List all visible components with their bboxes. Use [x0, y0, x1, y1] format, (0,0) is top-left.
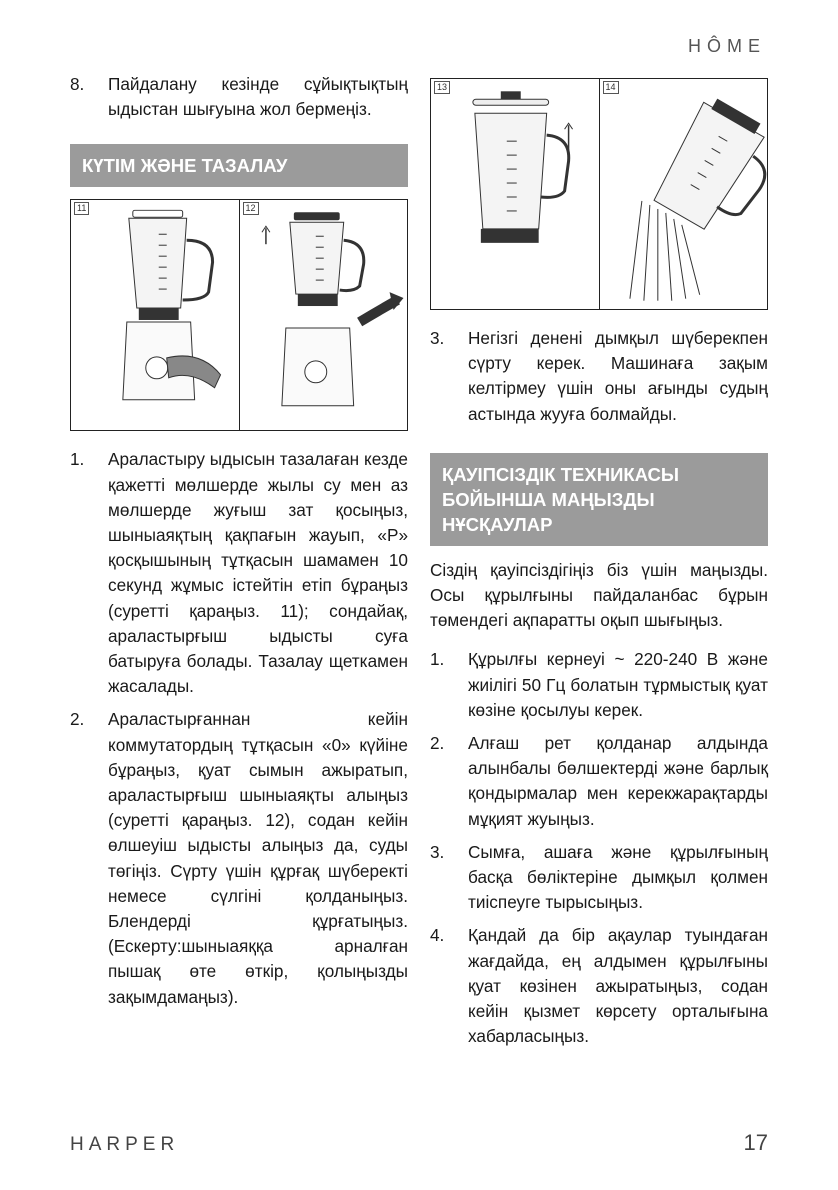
safety-intro: Сіздің қауіпсіздігіңіз біз үшін маңызды. Осы құрылғыны пайдаланбас бұрын төмендегі ақпаратты оқып шығыңыз.: [430, 559, 768, 631]
list-number: 8.: [70, 74, 85, 94]
figure-14: [600, 79, 768, 309]
list-text: Пайдалану кезінде сұйықтықтың ыдыстан шығуына жол бермеңіз.: [108, 74, 408, 120]
list-number: 3.: [430, 841, 445, 862]
figure-number: 11: [74, 202, 89, 215]
figure-number: 14: [603, 81, 619, 94]
blender-dial-illustration: [71, 200, 239, 430]
safety-heading: ҚАУІПСІЗДІК ТЕХНИКАСЫ БОЙЫНША МАҢЫЗДЫ НҰСҚАУЛАР: [430, 453, 768, 546]
brand-logo-home: HÔME: [688, 36, 766, 56]
care-list-continued: [430, 326, 768, 427]
list-text: Құрылғы кернеуі ~ 220-240 В және жиілігі 50 Гц болатын тұрмыстық қуат көзіне қосылуы керек.: [468, 649, 768, 720]
list-item: [430, 647, 768, 723]
brand-logo-harper: HARPER: [70, 1134, 180, 1155]
list-text: Араластырғаннан кейін коммутатордың тұтқасын «0» күйіне бұраңыз, қуат сымын ажыратып, араластырғыш шыныаяқты алыңыз (суретті қараңыз. 12), содан кейін өлшеуіш ыдысты алыңыз да, суды төгіңіз. Сүрту үшін құрғақ шүберекті немесе сүлгіні қолданыңыз. Блендерді құрғатыңыз. (Ескерту:шыныаяққа арналған пышақ өте өткір, қолыңызды зақымдамаңыз).: [108, 709, 408, 1007]
figure-11: [71, 200, 240, 430]
figure-number: 12: [243, 202, 259, 215]
list-item: [70, 72, 408, 122]
figure-12: [240, 200, 408, 430]
list-number: 1.: [70, 449, 85, 470]
page-number: 17: [743, 1130, 768, 1155]
list-text: Негізгі денені дымқыл шүберекпен сүрту керек. Машинаға зақым келтірмеу үшін оны ағынды судың астында жууға болмайды.: [468, 328, 768, 424]
left-column: [70, 72, 408, 1018]
right-column: [430, 72, 768, 1057]
care-list: [70, 447, 408, 1009]
list-item: [430, 326, 768, 427]
list-text: Араластыру ыдысын тазалаған кезде қажетті мөлшерде жылы су мен аз мөлшерде жуғыш зат қосыңыз, шыныаяқтың қақпағын жауып, «P» қосқышының тұтқасын шамамен 10 секунд жұмыс істейтін етіп бұраңыз (суретті қараңыз. 11); сондайақ, араластырғыш ыдысты суға батыруға болады. Тазалау щеткамен жасалады.: [108, 449, 408, 697]
list-item: [430, 923, 768, 1049]
blender-remove-jug-illustration: [240, 200, 408, 430]
list-item: [430, 840, 768, 916]
care-heading: КҮТІМ ЖӘНЕ ТАЗАЛАУ: [70, 144, 408, 187]
list-number: 4.: [430, 925, 445, 946]
list-text: Қандай да бір ақаулар туындаған жағдайда, ең алдымен құрылғыны қуат көзінен ажыратыңыз, содан кейін қызмет көрсету орталығына хабарласыңыз.: [468, 925, 768, 1047]
safety-list: [430, 647, 768, 1049]
list-number: 3.: [430, 328, 445, 348]
list-item: [70, 707, 408, 1009]
figure-number: 13: [434, 81, 450, 94]
list-number: 1.: [430, 649, 445, 670]
list-item: [70, 447, 408, 699]
intro-list: [70, 72, 408, 122]
list-item: [430, 731, 768, 832]
list-text: Сымға, ашаға және құрылғының басқа бөліктеріне дымқыл қолмен тиіспеуге тырысыңыз.: [468, 841, 768, 913]
list-number: 2.: [70, 709, 85, 730]
figure-13: [431, 79, 600, 309]
jug-lid-illustration: [431, 79, 599, 309]
figure-panel-11-12: [70, 199, 408, 431]
list-text: Алғаш рет қолданар алдында алынбалы бөлшектерді және барлық қондырмалар мен керекжарақтарды мұқият жуыңыз.: [468, 733, 768, 829]
pouring-water-illustration: [600, 79, 768, 309]
figure-panel-13-14: [430, 78, 768, 310]
list-number: 2.: [430, 733, 445, 754]
